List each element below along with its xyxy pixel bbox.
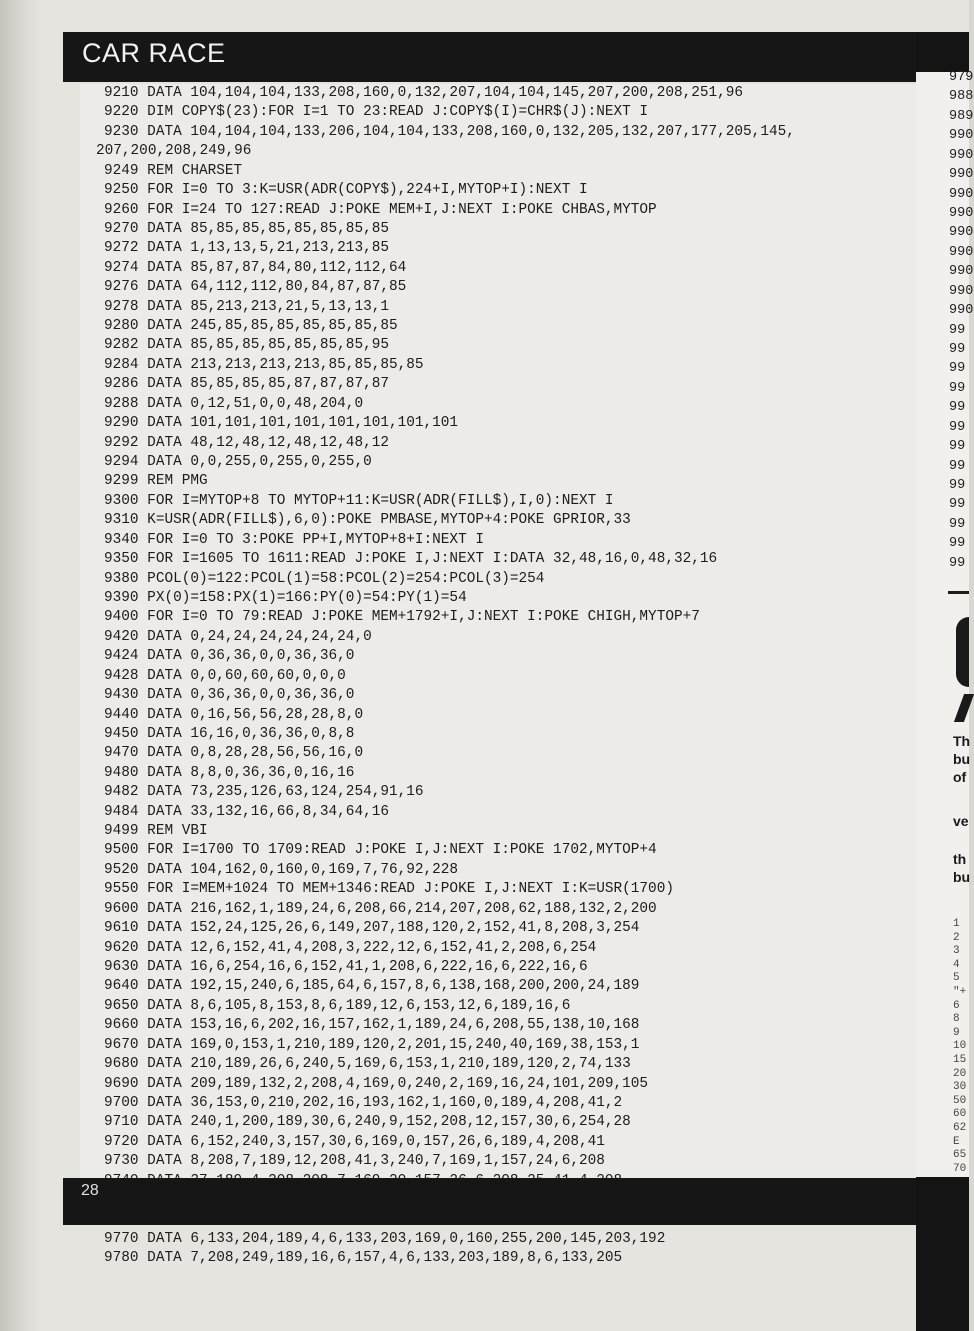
code-line: 9720 DATA 6,152,240,3,157,30,6,169,0,157,26,6,189,4,208,41 — [104, 1133, 605, 1150]
adjacent-line-number: 99 — [949, 497, 966, 513]
adjacent-line-number: 990 — [949, 167, 974, 183]
adjacent-small-fragment: 20 — [953, 1067, 967, 1080]
adjacent-line-number: 990 — [949, 147, 974, 163]
adjacent-small-fragment: 50 — [953, 1094, 967, 1107]
code-line: 9730 DATA 8,208,7,189,12,208,41,3,240,7,169,1,157,24,6,208 — [104, 1153, 605, 1170]
adjacent-small-fragment: 30 — [953, 1081, 967, 1094]
adjacent-line-number: 990 — [949, 283, 974, 299]
code-line: 9400 FOR I=0 TO 79:READ J:POKE MEM+1792+I,J:NEXT I:POKE CHIGH,MYTOP+7 — [104, 609, 700, 626]
code-line: 9630 DATA 16,6,254,16,6,152,41,1,208,6,222,16,6,222,16,6 — [104, 958, 588, 975]
code-line: 9424 DATA 0,36,36,0,0,36,36,0 — [104, 648, 355, 665]
adjacent-line-number: 988 — [949, 89, 974, 105]
code-line: 9294 DATA 0,0,255,0,255,0,255,0 — [104, 454, 372, 471]
code-line: 9484 DATA 33,132,16,66,8,34,64,16 — [104, 803, 389, 820]
adjacent-line-number: 99 — [949, 380, 966, 396]
adjacent-line-number: 99 — [949, 458, 966, 474]
adjacent-heading-fragment: th — [953, 851, 967, 867]
code-line: 9274 DATA 85,87,87,84,80,112,112,64 — [104, 259, 407, 276]
code-line: 9286 DATA 85,85,85,85,87,87,87,87 — [104, 376, 389, 393]
code-line: 9390 PX(0)=158:PX(1)=166:PY(0)=54:PY(1)=54 — [104, 589, 467, 606]
code-line: 9282 DATA 85,85,85,85,85,85,85,95 — [104, 337, 389, 354]
code-line: 9660 DATA 153,16,6,202,16,157,162,1,189,24,6,208,55,138,10,168 — [104, 1017, 640, 1034]
adjacent-line-number: 990 — [949, 264, 974, 280]
code-line: 9260 FOR I=24 TO 127:READ J:POKE MEM+I,J:NEXT I:POKE CHBAS,MYTOP — [104, 201, 657, 218]
code-line: 9770 DATA 6,133,204,189,4,6,133,203,169,0,160,255,200,145,203,192 — [104, 1230, 666, 1247]
basic-code-listing — [96, 84, 904, 1269]
code-line: 9600 DATA 216,162,1,189,24,6,208,66,214,207,208,62,188,132,2,200 — [104, 900, 657, 917]
adjacent-heading-fragment: bu — [953, 751, 971, 767]
adjacent-line-number: 990 — [949, 225, 974, 241]
adjacent-small-fragment: 3 — [953, 945, 960, 958]
code-line: 9480 DATA 8,8,0,36,36,0,16,16 — [104, 764, 355, 781]
code-line: 9700 DATA 36,153,0,210,202,16,193,162,1,160,0,189,4,208,41,2 — [104, 1094, 623, 1111]
code-line: 9310 K=USR(ADR(FILL$),6,0):POKE PMBASE,MYTOP+4:POKE GPRIOR,33 — [104, 512, 631, 529]
adjacent-small-fragment: E — [953, 1135, 960, 1148]
adjacent-line-number: 990 — [949, 128, 974, 144]
adjacent-line-number: 99 — [949, 478, 966, 494]
code-line: 9300 FOR I=MYTOP+8 TO MYTOP+11:K=USR(ADR(FILL$),I,0):NEXT I — [104, 492, 614, 509]
code-line: 9500 FOR I=1700 TO 1709:READ J:POKE I,J:NEXT I:POKE 1702,MYTOP+4 — [104, 842, 657, 859]
adjacent-page-logo-shape — [956, 617, 969, 687]
adjacent-small-fragment: 60 — [953, 1108, 967, 1121]
code-line: 9670 DATA 169,0,153,1,210,189,120,2,201,15,240,40,169,38,153,1 — [104, 1036, 640, 1053]
adjacent-line-number: 99 — [949, 342, 966, 358]
adjacent-small-fragment: 8 — [953, 1013, 960, 1026]
code-line: 9220 DIM COPY$(23):FOR I=1 TO 23:READ J:COPY$(I)=CHR$(J):NEXT I — [104, 104, 649, 121]
adjacent-line-number: 99 — [949, 361, 966, 377]
code-line: 9340 FOR I=0 TO 3:POKE PP+I,MYTOP+8+I:NEXT I — [104, 531, 484, 548]
adjacent-line-number: 990 — [949, 206, 974, 221]
code-line: 9250 FOR I=0 TO 3:K=USR(ADR(COPY$),224+I,MYTOP+I):NEXT I — [104, 182, 588, 199]
adjacent-small-fragment: 5 — [953, 972, 960, 985]
code-line: 9710 DATA 240,1,200,189,30,6,240,9,152,208,12,157,30,6,254,28 — [104, 1114, 631, 1131]
adjacent-small-fragment: "+ — [953, 986, 967, 998]
adjacent-line-number: 99 — [949, 322, 966, 338]
adjacent-heading-fragment: bu — [953, 869, 971, 885]
adjacent-line-number: 989 — [949, 108, 974, 124]
code-line: 9210 DATA 104,104,104,133,208,160,0,132,207,104,104,145,207,200,208,251,96 — [104, 85, 744, 101]
code-line: 9284 DATA 213,213,213,213,85,85,85,85 — [104, 356, 424, 373]
code-line: 207,200,208,249,96 — [96, 143, 252, 160]
code-line: 9270 DATA 85,85,85,85,85,85,85,85 — [104, 220, 389, 237]
code-line: 9280 DATA 245,85,85,85,85,85,85,85 — [104, 318, 398, 335]
code-line: 9276 DATA 64,112,112,80,84,87,87,85 — [104, 279, 407, 296]
code-line: 9430 DATA 0,36,36,0,0,36,36,0 — [104, 687, 355, 704]
adjacent-line-number: 990 — [949, 303, 974, 319]
code-line: 9620 DATA 12,6,152,41,4,208,3,222,12,6,152,41,2,208,6,254 — [104, 939, 597, 956]
adjacent-small-fragment: 9 — [953, 1026, 960, 1039]
adjacent-small-fragment: 4 — [953, 958, 960, 971]
code-line: 9450 DATA 16,16,0,36,36,0,8,8 — [104, 725, 355, 742]
code-line: 9380 PCOL(0)=122:PCOL(1)=58:PCOL(2)=254:PCOL(3)=254 — [104, 570, 545, 587]
adjacent-line-number: 990 — [949, 244, 974, 260]
adjacent-line-number: 99 — [949, 516, 966, 532]
binding-shadow — [0, 0, 42, 1331]
code-line: 9780 DATA 7,208,249,189,16,6,157,4,6,133,203,189,8,6,133,205 — [104, 1250, 623, 1267]
code-line: 9288 DATA 0,12,51,0,0,48,204,0 — [104, 395, 364, 412]
code-line: 9610 DATA 152,24,125,26,6,149,207,188,120,2,152,41,8,208,3,254 — [104, 920, 640, 937]
footer-bar — [63, 1178, 916, 1225]
code-line: 9650 DATA 8,6,105,8,153,8,6,189,12,6,153,12,6,189,16,6 — [104, 997, 571, 1014]
adjacent-line-number: 99 — [949, 439, 966, 455]
code-line: 9290 DATA 101,101,101,101,101,101,101,101 — [104, 415, 459, 432]
code-line: 9550 FOR I=MEM+1024 TO MEM+1346:READ J:POKE I,J:NEXT I:K=USR(1700) — [104, 881, 674, 898]
adjacent-small-fragment: 2 — [953, 931, 960, 944]
code-line: 9499 REM VBI — [104, 823, 208, 840]
code-line: 9640 DATA 192,15,240,6,185,64,6,157,8,6,138,168,200,200,24,189 — [104, 978, 640, 995]
adjacent-page-edge — [916, 32, 974, 1331]
code-line: 9470 DATA 0,8,28,28,56,56,16,0 — [104, 745, 364, 762]
adjacent-small-fragment: 10 — [953, 1040, 967, 1053]
code-line: 9292 DATA 48,12,48,12,48,12,48,12 — [104, 434, 389, 451]
adjacent-small-fragment: 6 — [953, 999, 960, 1012]
adjacent-line-number: 99 — [949, 419, 966, 435]
adjacent-line-number: 99 — [949, 555, 966, 571]
code-line: 9299 REM PMG — [104, 473, 208, 490]
page-title: CAR RACE — [82, 38, 226, 68]
code-line: 9482 DATA 73,235,126,63,124,254,91,16 — [104, 784, 424, 801]
code-line: 9428 DATA 0,0,60,60,60,0,0,0 — [104, 667, 346, 684]
code-line: 9520 DATA 104,162,0,160,0,169,7,76,92,228 — [104, 861, 459, 878]
adjacent-page-header-bar — [916, 32, 969, 72]
adjacent-small-fragment: 62 — [953, 1122, 967, 1134]
adjacent-line-number: 979 — [949, 70, 974, 85]
adjacent-small-fragment: 70 — [953, 1162, 967, 1175]
code-line: 9230 DATA 104,104,104,133,206,104,104,133,208,160,0,132,205,132,207,177,205,145, — [104, 123, 795, 140]
code-line: 9350 FOR I=1605 TO 1611:READ J:POKE I,J:NEXT I:DATA 32,48,16,0,48,32,16 — [104, 551, 718, 568]
code-line: 9440 DATA 0,16,56,56,28,28,8,0 — [104, 706, 364, 723]
adjacent-small-fragment: 1 — [953, 918, 960, 930]
adjacent-heading-fragment: Th — [953, 733, 971, 749]
adjacent-line-number: 99 — [949, 536, 966, 552]
adjacent-heading-fragment: of — [953, 769, 967, 785]
adjacent-page-footer-bar — [916, 1177, 969, 1331]
adjacent-page-divider — [948, 591, 969, 594]
adjacent-heading-fragment: ve — [953, 813, 969, 829]
adjacent-small-fragment: 65 — [953, 1149, 967, 1162]
code-line: 9272 DATA 1,13,13,5,21,213,213,85 — [104, 240, 389, 257]
adjacent-line-number: 990 — [949, 186, 974, 202]
adjacent-small-fragment: 15 — [953, 1054, 967, 1066]
page-number: 28 — [81, 1182, 99, 1199]
code-line: 9690 DATA 209,189,132,2,208,4,169,0,240,2,169,16,24,101,209,105 — [104, 1075, 649, 1092]
code-line: 9420 DATA 0,24,24,24,24,24,24,0 — [104, 628, 372, 645]
code-line: 9680 DATA 210,189,26,6,240,5,169,6,153,1,210,189,120,2,74,133 — [104, 1056, 631, 1073]
adjacent-page-logo-shape-lower — [954, 694, 974, 722]
code-line: 9278 DATA 85,213,213,21,5,13,13,1 — [104, 298, 389, 315]
code-line: 9249 REM CHARSET — [104, 162, 243, 179]
adjacent-line-number: 99 — [949, 400, 966, 416]
